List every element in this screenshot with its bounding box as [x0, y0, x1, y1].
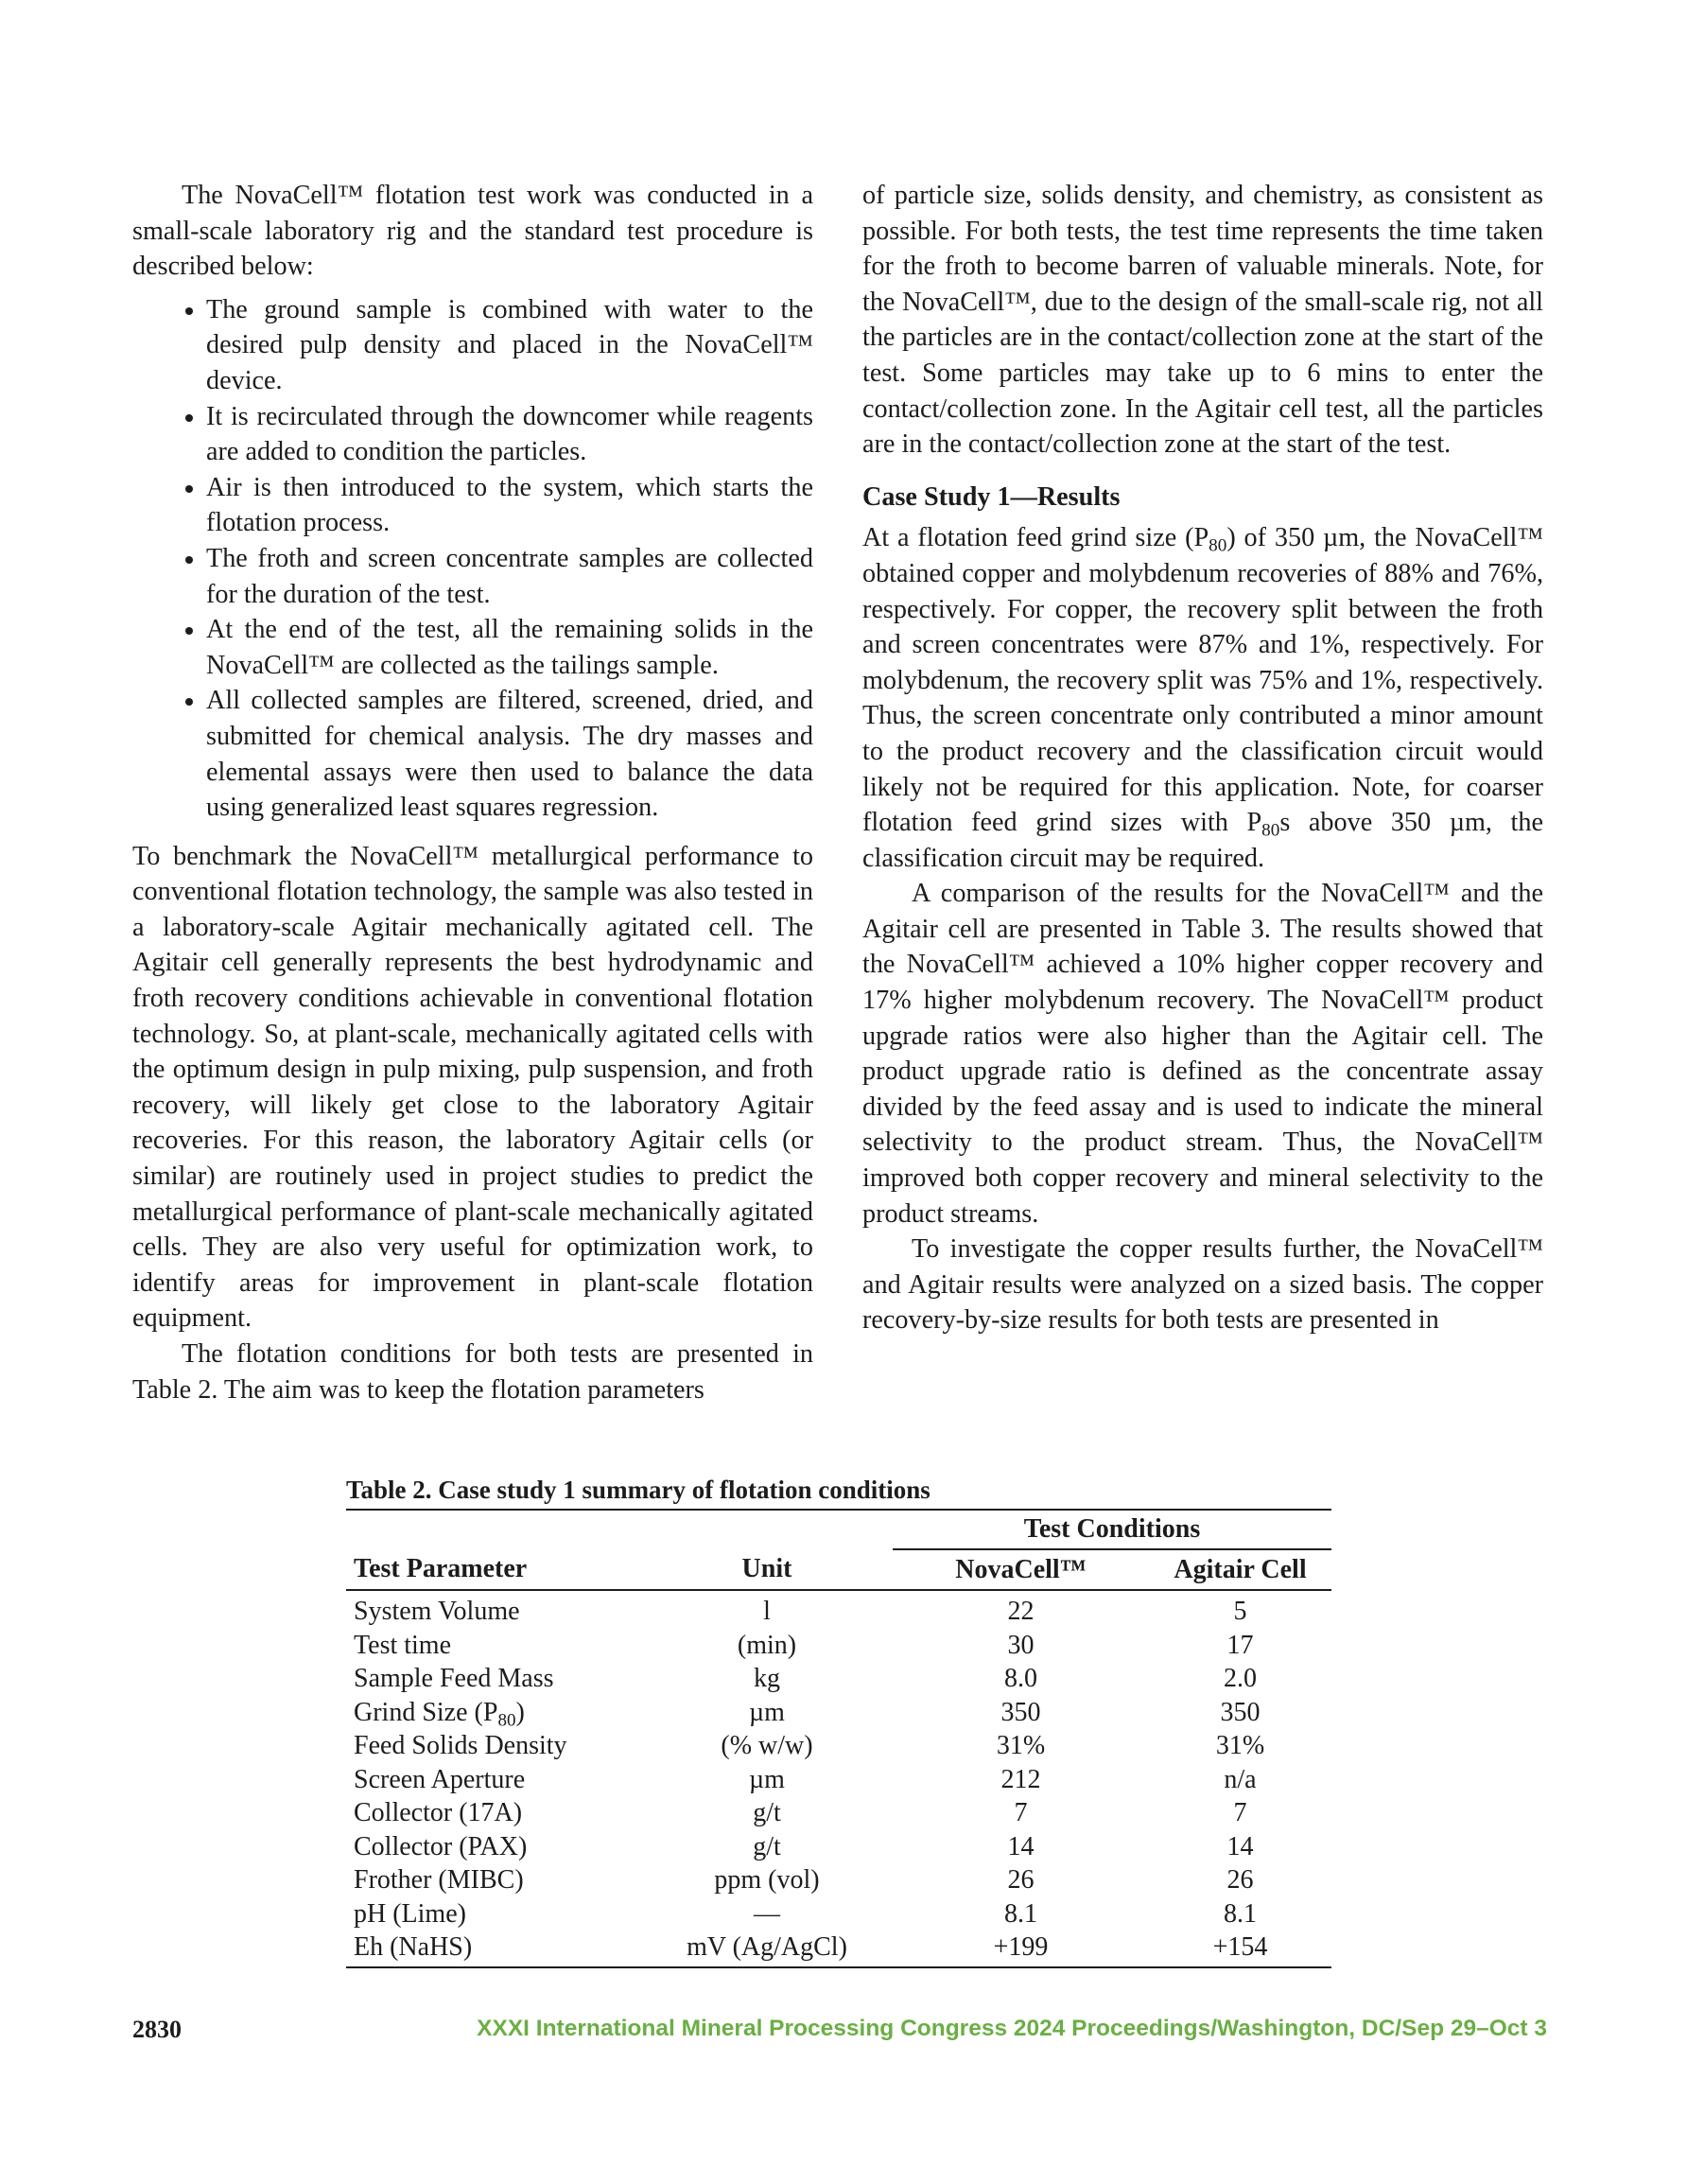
cell-unit: l	[763, 1597, 771, 1626]
left-column	[132, 178, 813, 1407]
cell-unit: kg	[754, 1664, 780, 1693]
benchmark-paragraph: To benchmark the NovaCell™ metallurgical performance to conventional flotation technology, the sample was also tested in a laboratory-scale Agitair mechanically agitated cell. The Agitair cell generally represents the best hydrodynamic and froth recovery conditions achievable in conventional flotation technology. So, at plant-scale, mechanically agitated cells with the optimum design in pulp mixing, pulp suspension, and froth recovery, will likely get close to the laboratory Agitair recoveries. For this reason, the laboratory Agitair cells (or similar) are routinely used in project studies to predict the metallurgical performance of plant-scale mechanically agitated cells. They are also very useful for optimization work, to identify areas for improvement in plant-scale flotation equipment.	[132, 841, 813, 1334]
table-row	[346, 1863, 1331, 1897]
cell-agitair: 350	[1220, 1697, 1261, 1727]
cell-agitair: n/a	[1224, 1764, 1257, 1794]
cell-novacell: 7	[1014, 1798, 1028, 1827]
cell-novacell: +199	[893, 1931, 1149, 1967]
cell-agitair: 17	[1226, 1630, 1254, 1660]
cell-agitair: +154	[1149, 1931, 1331, 1967]
procedure-step: • The froth and screen concentrate samples are collected for the duration of the test.	[206, 541, 813, 612]
procedure-step: • All collected samples are filtered, screened, dried, and submitted for chemical analysis. The dry masses and elemental assays were then used to balance the data using generalized least squares regression.	[206, 683, 813, 825]
table-caption: Table 2. Case study 1 summary of flotation conditions	[346, 1476, 930, 1504]
cell-unit: —	[754, 1898, 780, 1929]
table-row	[346, 1729, 1331, 1763]
cell-parameter: Eh (NaHS)	[346, 1931, 641, 1967]
cell-unit: µm	[749, 1697, 785, 1727]
cell-unit: µm	[749, 1764, 785, 1794]
cell-parameter: Sample Feed Mass	[354, 1664, 554, 1693]
continued-paragraph: of particle size, solids density, and chemistry, as consistent as possible. For both tests, the test time represents the time taken for the froth to become barren of valuable minerals. Note, for the NovaCell™, due to the design of the small-scale rig, not all the particles are in the contact/collection zone at the start of the test. Some particles may take up to 6 mins to enter the contact/collection zone. In the Agitair cell test, all the particles are in the contact/collection zone at the start of the test.	[862, 181, 1543, 460]
cell-novacell: 8.0	[1004, 1664, 1037, 1693]
cell-parameter: Frother (MIBC)	[354, 1865, 524, 1895]
table-row	[346, 1931, 1331, 1967]
cell-agitair: 26	[1226, 1865, 1254, 1895]
cell-unit: (% w/w)	[721, 1731, 813, 1760]
cell-parameter: System Volume	[354, 1597, 520, 1626]
cell-agitair: 8.1	[1224, 1898, 1257, 1929]
cell-novacell: 350	[1000, 1697, 1041, 1727]
header-test-parameter: Test Parameter	[346, 1549, 641, 1591]
procedure-list	[132, 292, 813, 826]
table-row	[346, 1629, 1331, 1663]
section-heading: Case Study 1—Results	[862, 481, 1121, 512]
cell-agitair: 14	[1226, 1831, 1254, 1861]
conditions-table	[346, 1509, 1331, 1968]
group-header: Test Conditions	[893, 1510, 1331, 1549]
cell-novacell: 30	[1007, 1630, 1035, 1660]
procedure-step: • At the end of the test, all the remaining solids in the NovaCell™ are collected as the tailings sample.	[206, 612, 813, 683]
cell-agitair: 5	[1233, 1597, 1247, 1626]
cell-unit: mV (Ag/AgCl)	[641, 1931, 893, 1967]
cell-parameter: Test time	[354, 1630, 452, 1660]
table-row	[346, 1696, 1331, 1730]
cell-agitair: 7	[1233, 1798, 1247, 1827]
table-row	[346, 1796, 1331, 1830]
table-body	[346, 1590, 1331, 1967]
table-row	[346, 1662, 1331, 1696]
header-unit: Unit	[641, 1549, 893, 1591]
cell-parameter: pH (Lime)	[354, 1898, 466, 1929]
cell-parameter: Feed Solids Density	[354, 1731, 567, 1760]
procedure-step: • Air is then introduced to the system, which starts the flotation process.	[206, 470, 813, 541]
cell-novacell: 14	[1007, 1831, 1035, 1861]
cell-parameter: Collector (17A)	[354, 1798, 523, 1827]
procedure-step: • The ground sample is combined with water to the desired pulp density and placed in the NovaCell™ device.	[206, 292, 813, 399]
cell-novacell: 212	[1000, 1764, 1041, 1794]
journal-title: XXXI International Mineral Processing Congress 2024 Proceedings/Washington, DC/Sep 29–Oct 3	[477, 2016, 1547, 2041]
comparison-paragraph: A comparison of the results for the NovaCell™ and the Agitair cell are presented in Table 3. The results showed that the NovaCell™ achieved a 10% higher copper recovery and 17% higher molybdenum recovery. The NovaCell™ product upgrade ratios were also higher than the Agitair cell. The product upgrade ratio is defined as the concentrate assay divided by the feed assay and is used to indicate the mineral selectivity to the product stream. Thus, the NovaCell™ improved both copper recovery and mineral selectivity to the product streams.	[862, 879, 1543, 1229]
results-paragraph: At a flotation feed grind size $(P_{80})$ of 350 µm, the NovaCell™ obtained copper and molybdenum recoveries of 88% and 76%, respectively. For copper, the recovery split between the froth and screen concentrates were 87% and 1%, respectively. For molybdenum, the recovery split was 75% and 1%, respectively. Thus, the screen concentrate only contributed a minor amount to the product recovery and the classification circuit would likely not be required for this application. Note, for coarser flotation feed grind sizes with $P_{80}s$ above 350 µm, the classification circuit may be required.	[862, 523, 1544, 873]
cell-novacell: 26	[1007, 1865, 1035, 1895]
procedure-step: • It is recirculated through the downcomer while reagents are added to condition the particles.	[206, 399, 813, 470]
table-row	[346, 1897, 1331, 1931]
table-row	[346, 1830, 1331, 1864]
cell-parameter: Grind Size $(P_{80})$	[354, 1697, 525, 1730]
right-column	[862, 178, 1543, 1338]
cell-novacell: 22	[1007, 1597, 1035, 1626]
cell-novacell: 8.1	[1004, 1898, 1037, 1929]
cell-unit: ppm (vol)	[714, 1865, 820, 1895]
cell-unit: (min)	[737, 1630, 797, 1660]
intro-paragraph: The NovaCell™ flotation test work was conducted in a small-scale laboratory rig and the standard test procedure is described below:	[132, 181, 813, 282]
cell-parameter: Collector (PAX)	[354, 1831, 528, 1861]
header-novacell: NovaCell™	[893, 1549, 1149, 1591]
cell-agitair: 2.0	[1224, 1664, 1257, 1693]
investigate-paragraph: To investigate the copper results further, the NovaCell™ and Agitair results were analyzed on a sized basis. The copper recovery-by-size results for both tests are presented in	[862, 1234, 1543, 1336]
header-agitair: Agitair Cell	[1149, 1549, 1331, 1591]
table-2	[346, 1476, 1331, 1968]
cell-novacell: 31%	[996, 1731, 1046, 1760]
table-row	[346, 1590, 1331, 1629]
page-footer	[132, 2016, 1547, 2053]
cell-agitair: 31%	[1215, 1731, 1265, 1760]
page-number: 2830	[132, 2016, 182, 2043]
conditions-paragraph: The flotation conditions for both tests are presented in Table 2. The aim was to keep the flotation parameters	[132, 1339, 813, 1405]
table-row	[346, 1763, 1331, 1797]
cell-unit: g/t	[753, 1831, 781, 1861]
cell-unit: g/t	[753, 1798, 781, 1827]
cell-parameter: Screen Aperture	[354, 1764, 526, 1794]
